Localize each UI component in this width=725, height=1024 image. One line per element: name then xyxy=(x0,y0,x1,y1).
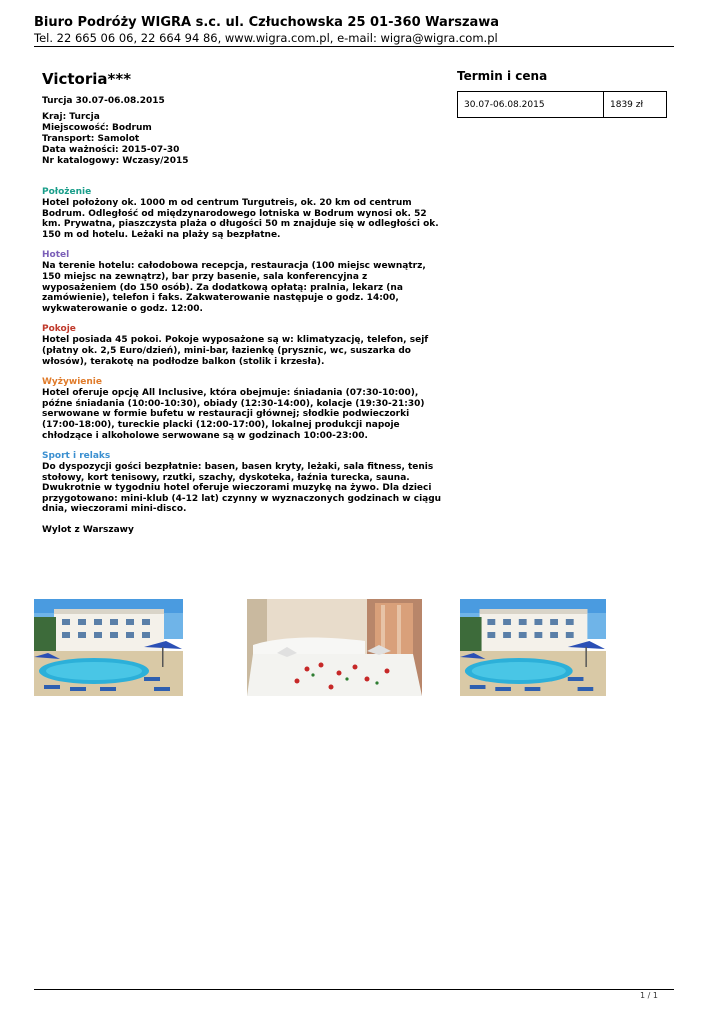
section-body: Hotel posiada 45 pokoi. Pokoje wyposażone są w: klimatyzację, telefon, sejf (płatny ok. 2,5 Euro/dzień), mini-bar, łazienkę (prysznic, wc, suszarka do włosów), terakotę na podłodze balkon (stolik i krzesła). xyxy=(42,335,429,367)
hotel-photo-room xyxy=(247,599,422,696)
pool-photo-icon xyxy=(34,599,183,696)
offer-description xyxy=(42,187,442,535)
hotel-photo-pool-2 xyxy=(460,599,606,696)
section-hotel xyxy=(42,250,442,314)
section-body: Na terenie hotelu: całodobowa recepcja, restauracja (100 miejsc wewnątrz, 150 miejsc na zewnątrz), bar przy basenie, sala konferencyjna z wyposażeniem (do 150 osób). Za dodatkową opłatą: pralnia, lekarz (na zamówienie), telefon i faks. Zakwaterowanie następuje o godz. 14:00, wykwaterowanie o godz. 12:00. xyxy=(42,261,426,314)
hotel-photo-pool-1 xyxy=(34,599,183,696)
page-header xyxy=(34,14,674,46)
section-body: Hotel położony ok. 1000 m od centrum Turgutreis, ok. 20 km od centrum Bodrum. Odległość od międzynarodowego lotniska w Bodrum wynosi ok. 52 km. Prywatna, piaszczysta plaża o długości 50 m znajduje się w odległości ok. 150 m od hotelu. Leżaki na plaży są bezpłatne. xyxy=(42,198,439,240)
section-title: Sport i relaks xyxy=(42,451,111,462)
section-rooms xyxy=(42,324,442,367)
section-title: Położenie xyxy=(42,187,92,197)
offer-title: Victoria*** xyxy=(42,70,132,88)
page-number: 1 / 1 xyxy=(640,991,658,1000)
company-contact: Tel. 22 665 06 06, 22 664 94 86, www.wigra.com.pl, e-mail: wigra@wigra.com.pl xyxy=(34,31,498,45)
section-title: Wyżywienie xyxy=(42,377,102,388)
section-sport xyxy=(42,451,442,515)
company-name: Biuro Podróży WIGRA s.c. ul. Człuchowska 25 01-360 Warszawa xyxy=(34,15,500,30)
offer-dates: Turcja 30.07-06.08.2015 xyxy=(42,96,165,106)
section-meals xyxy=(42,377,442,441)
section-title: Hotel xyxy=(42,250,70,261)
section-location xyxy=(42,187,442,240)
pool-photo-icon xyxy=(460,599,606,696)
room-photo-icon xyxy=(247,599,422,696)
departure-info: Wylot z Warszawy xyxy=(42,525,134,536)
offer-details xyxy=(42,112,188,167)
detail-validity: Data ważności: 2015-07-30 xyxy=(42,145,180,155)
header-divider xyxy=(34,46,674,47)
term-date-cell: 30.07-06.08.2015 xyxy=(458,92,604,117)
footer-divider xyxy=(34,989,674,990)
detail-catalog-number: Nr katalogowy: Wczasy/2015 xyxy=(42,156,189,166)
term-price-heading: Termin i cena xyxy=(457,69,548,83)
section-body: Do dyspozycji gości bezpłatnie: basen, basen kryty, leżaki, sala fitness, tenis stołowy, kort tenisowy, rzutki, szachy, dyskoteka, łaźnia turecka, sauna. Dwukrotnie w tygodniu hotel oferuje wieczorami muzykę na żywo. Dla dzieci przygotowano: mini-klub (4-12 lat) czynny w wyznaczonych godzinach w ciągu dnia, wieczorami mini-disco. xyxy=(42,462,442,515)
detail-country: Kraj: Turcja xyxy=(42,112,100,122)
term-price-cell: 1839 zł xyxy=(610,99,644,110)
price-table xyxy=(457,91,667,118)
detail-location: Miejscowość: Bodrum xyxy=(42,123,152,133)
detail-transport: Transport: Samolot xyxy=(42,134,140,144)
section-title: Pokoje xyxy=(42,324,76,335)
section-body: Hotel oferuje opcję All Inclusive, która obejmuje: śniadania (07:30-10:00), późne śniadania (10:00-10:30), obiady (12:30-14:00), kolacje (19:30-21:30) serwowane w formie bufetu w restauracji głównej; słodkie podwieczorki (17:00-18:00), tureckie placki (12:00-17:00), lokalnej produkcji napoje chłodzące i alkoholowe serwowane są w godzinach 10:00-23:00. xyxy=(42,388,425,441)
